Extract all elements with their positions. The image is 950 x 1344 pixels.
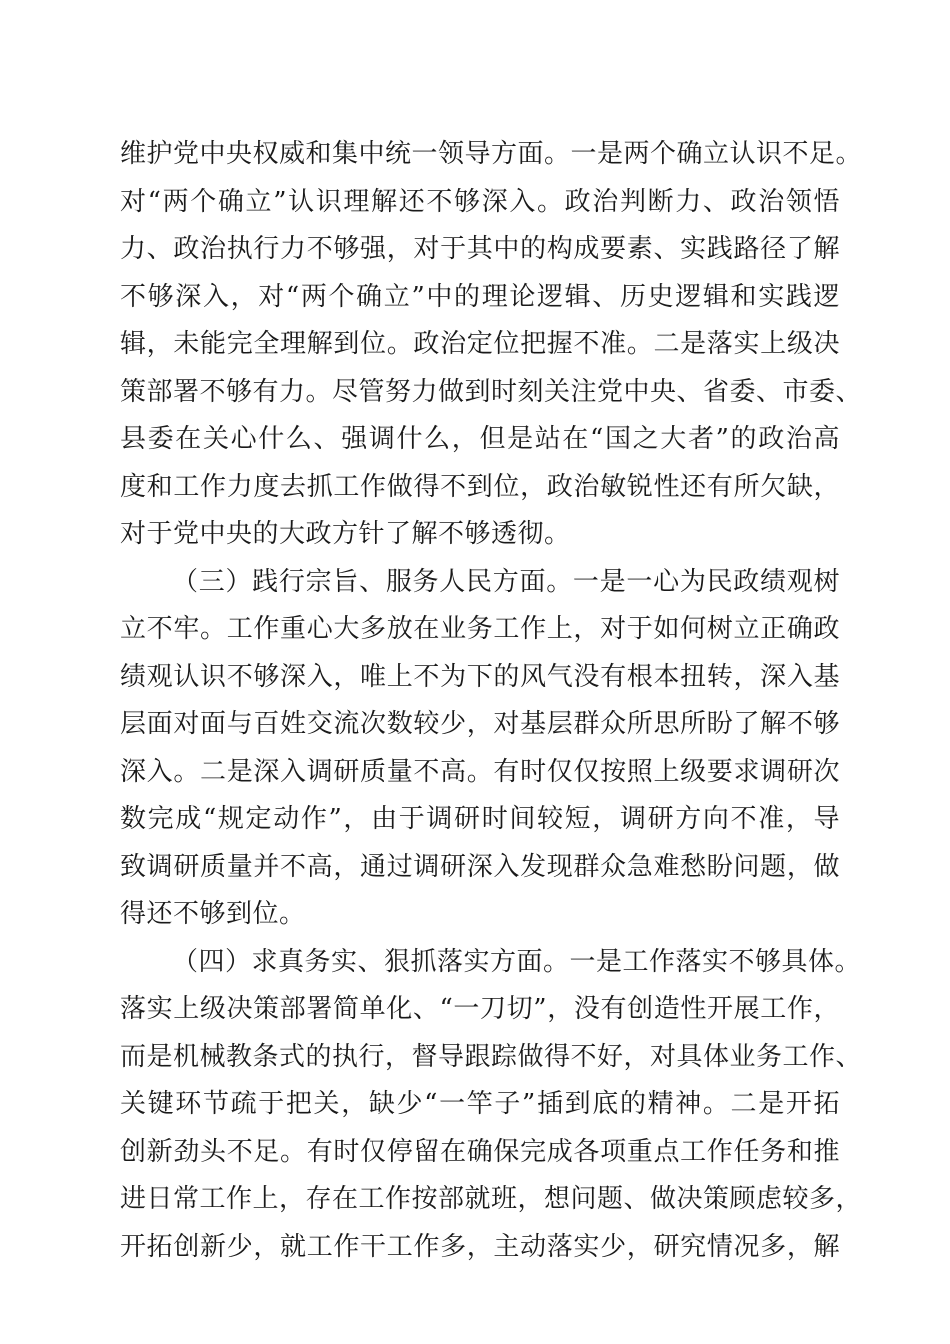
text-line: 而是机械教条式的执行，督导跟踪做得不好，对具体业务工作、 — [120, 1042, 863, 1072]
text-line: 深入。二是深入调研质量不高。有时仅仅按照上级要求调研次 — [120, 757, 840, 787]
section-heading-line: （四）求真务实、狠抓落实方面。一是工作落实不够具体。 — [172, 947, 862, 977]
text-line: 开拓创新少，就工作干工作多，主动落实少，研究情况多，解 — [120, 1232, 840, 1262]
text-line: 县委在关心什么、强调什么，但是站在“国之大者”的政治高 — [120, 424, 840, 454]
text-line: 力、政治执行力不够强，对于其中的构成要素、实践路径了解 — [120, 234, 840, 264]
text-line: 度和工作力度去抓工作做得不到位，政治敏锐性还有所欠缺， — [120, 472, 840, 502]
text-line: 创新劲头不足。有时仅停留在确保完成各项重点工作任务和推 — [120, 1137, 840, 1167]
text-line: 致调研质量并不高，通过调研深入发现群众急难愁盼问题，做 — [120, 852, 840, 882]
text-line: 落实上级决策部署简单化、“一刀切”，没有创造性开展工作， — [120, 994, 840, 1024]
section-heading-line: （三）践行宗旨、服务人民方面。一是一心为民政绩观树 — [172, 567, 840, 597]
text-line: 辑，未能完全理解到位。政治定位把握不准。二是落实上级决 — [120, 329, 840, 359]
text-line: 绩观认识不够深入，唯上不为下的风气没有根本扭转，深入基 — [120, 662, 840, 692]
text-line: 立不牢。工作重心大多放在业务工作上，对于如何树立正确政 — [120, 614, 840, 644]
text-line: 对“两个确立”认识理解还不够深入。政治判断力、政治领悟 — [120, 187, 840, 217]
text-line: 层面对面与百姓交流次数较少，对基层群众所思所盼了解不够 — [120, 709, 840, 739]
text-line: 关键环节疏于把关，缺少“一竿子”插到底的精神。二是开拓 — [120, 1089, 840, 1119]
text-line: 对于党中央的大政方针了解不够透彻。 — [120, 519, 571, 549]
text-line: 进日常工作上，存在工作按部就班，想问题、做决策顾虑较多， — [120, 1184, 863, 1214]
text-line: 维护党中央权威和集中统一领导方面。一是两个确立认识不足。 — [120, 139, 863, 169]
text-line: 得还不够到位。 — [120, 899, 306, 929]
text-line: 数完成“规定动作”，由于调研时间较短，调研方向不准，导 — [120, 804, 840, 834]
text-line: 不够深入，对“两个确立”中的理论逻辑、历史逻辑和实践逻 — [120, 282, 840, 312]
text-line: 策部署不够有力。尽管努力做到时刻关注党中央、省委、市委、 — [120, 377, 863, 407]
